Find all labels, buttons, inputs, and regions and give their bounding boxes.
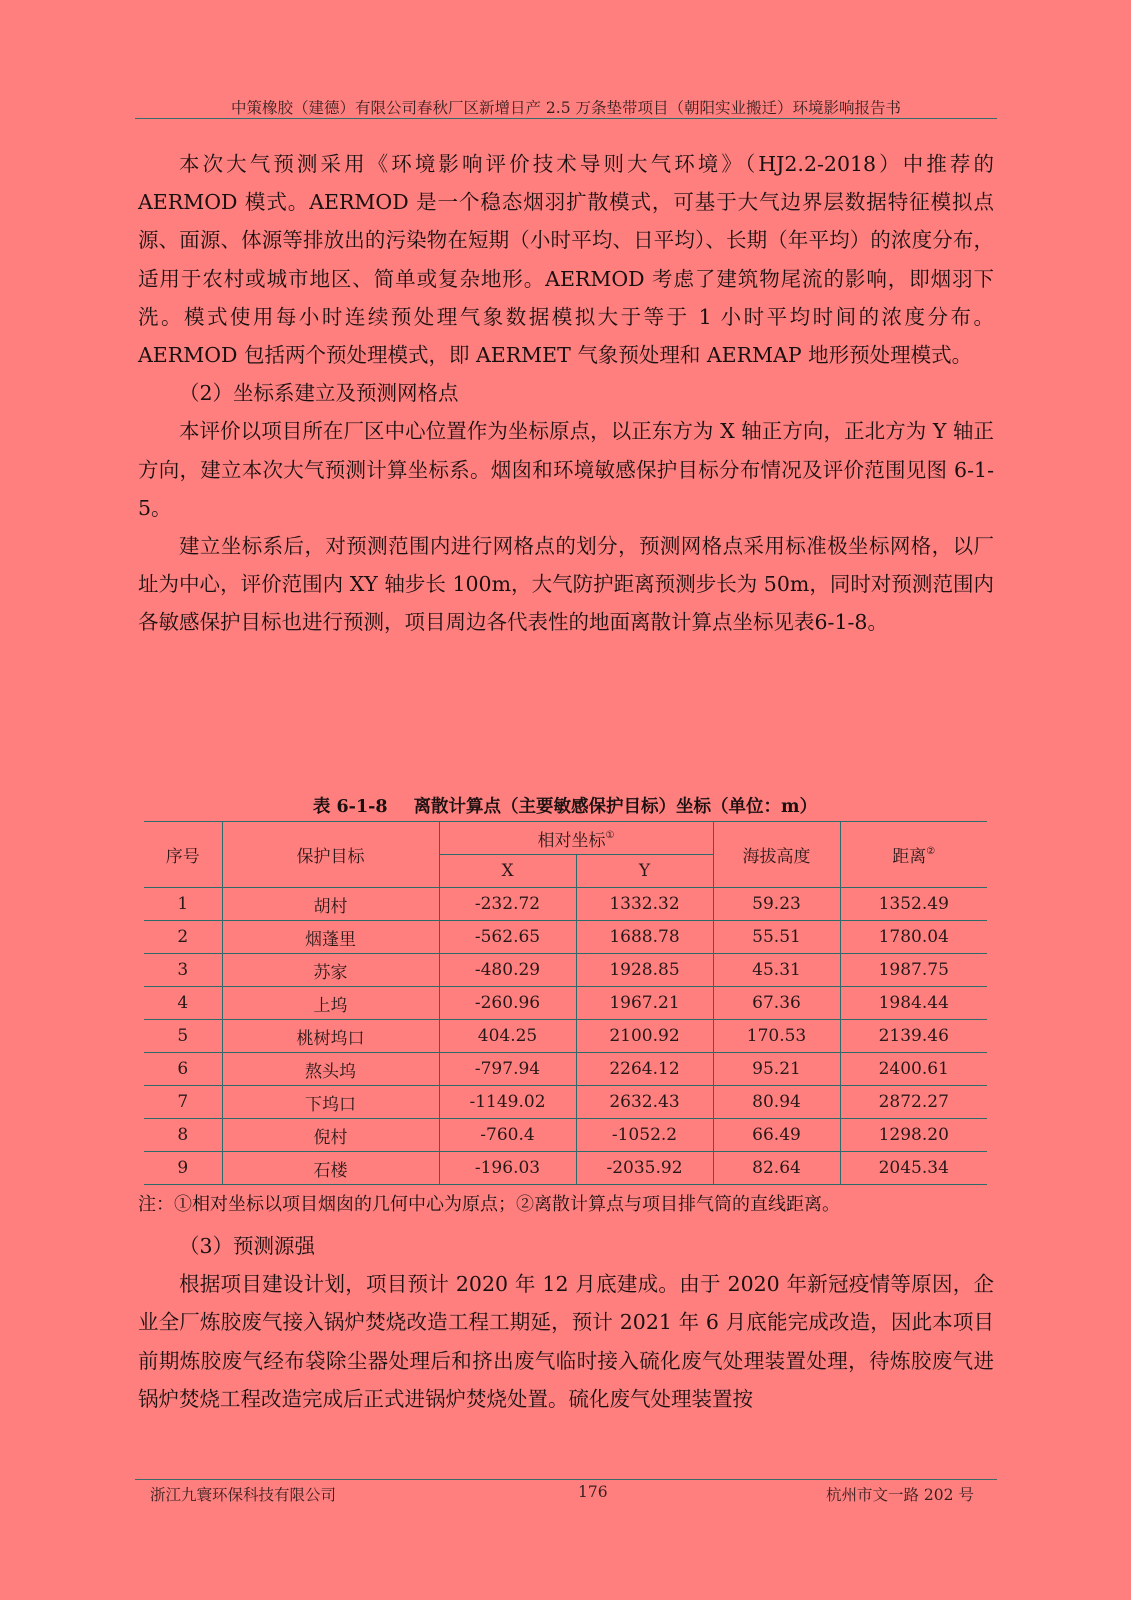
table-cell: 67.36 — [713, 987, 840, 1020]
table-row — [144, 1053, 987, 1086]
table-cell: 5 — [144, 1020, 222, 1053]
table-cell: 1780.04 — [840, 921, 987, 954]
table-note: 注：①相对坐标以项目烟囱的几何中心为原点；②离散计算点与项目排气筒的直线距离。 — [138, 1194, 840, 1215]
table-cell: 1967.21 — [576, 987, 713, 1020]
table-title: 离散计算点（主要敏感保护目标）坐标（单位：m） — [413, 797, 818, 817]
header-index: 序号 — [144, 822, 222, 888]
paragraph-aermod: 本次大气预测采用《环境影响评价技术导则大气环境》（HJ2.2-2018）中推荐的AERMOD 模式。AERMOD 是一个稳态烟羽扩散模式，可基于大气边界层数据特征模拟点源、面源、体源等排放出的污染物在短期（小时平均、日平均）、长期（年平均）的浓度分布，适用于农村或城市地区、简单或复杂地形。AERMOD 考虑了建筑物尾流的影响，即烟羽下洗。模式使用每小时连续预处理气象数据模拟大于等于 1 小时平均时间的浓度分布。AERMOD 包括两个预处理模式，即 AERMET 气象预处理和 AERMAP 地形预处理模式。 — [138, 152, 994, 368]
table-cell: -760.4 — [439, 1119, 576, 1152]
table-cell: 2139.46 — [840, 1020, 987, 1053]
table-cell: 6 — [144, 1053, 222, 1086]
table-cell: 55.51 — [713, 921, 840, 954]
paragraph-coordinate-system: 本评价以项目所在厂区中心位置作为坐标原点，以正东方为 X 轴正方向，正北方为 Y 轴正方向，建立本次大气预测计算坐标系。烟囱和环境敏感保护目标分布情况及评价范围见图 6-1-5。 — [138, 419, 994, 520]
discrete-points-table — [144, 821, 987, 1185]
page-number: 176 — [578, 1483, 608, 1501]
table-cell: 66.49 — [713, 1119, 840, 1152]
table-cell: -480.29 — [439, 954, 576, 987]
page-header: 中策橡胶（建德）有限公司春秋厂区新增日产 2.5 万条垫带项目（朝阳实业搬迁）环境影响报告书 — [230, 99, 901, 117]
table-cell: 1984.44 — [840, 987, 987, 1020]
table-cell: 烟蓬里 — [222, 921, 439, 954]
table-row — [144, 888, 987, 921]
table-cell: -1052.2 — [576, 1119, 713, 1152]
table-row — [144, 921, 987, 954]
paragraph-construction-plan: 根据项目建设计划，项目预计 2020 年 12 月底建成。由于 2020 年新冠疫情等原因，企业全厂炼胶废气接入锅炉焚烧改造工程工期延，预计 2021 年 6 月底能完成改造，因此本项目前期炼胶废气经布袋除尘器处理后和挤出废气临时接入硫化废气处理装置处理，待炼胶废气进锅炉焚烧工程改造完成后正式进锅炉焚烧处置。硫化废气处理装置按 — [138, 1272, 994, 1411]
footer-company: 浙江九寰环保科技有限公司 — [150, 1486, 337, 1504]
table-cell: 95.21 — [713, 1053, 840, 1086]
table-cell: 45.31 — [713, 954, 840, 987]
table-cell: -797.94 — [439, 1053, 576, 1086]
table-cell: -196.03 — [439, 1152, 576, 1185]
table-cell: -562.65 — [439, 921, 576, 954]
footnote-mark-1: ① — [605, 829, 615, 841]
table-cell: 2400.61 — [840, 1053, 987, 1086]
footnote-mark-2: ② — [926, 846, 936, 857]
footer-rule — [135, 1479, 997, 1480]
header-target: 保护目标 — [222, 822, 439, 888]
paragraph-grid-points: 建立坐标系后，对预测范围内进行网格点的划分，预测网格点采用标准极坐标网格，以厂址为中心，评价范围内 XY 轴步长 100m，大气防护距离预测步长为 50m，同时对预测范围内各敏感保护目标也进行预测，项目周边各代表性的地面离散计算点坐标见表6-1-8。 — [138, 534, 994, 635]
section-heading-coordinate-system: （2）坐标系建立及预测网格点 — [179, 381, 459, 406]
header-y: Y — [576, 855, 713, 888]
table-cell: 80.94 — [713, 1086, 840, 1119]
table-cell: 2264.12 — [576, 1053, 713, 1086]
table-row — [144, 1119, 987, 1152]
header-relative-coords — [439, 822, 713, 855]
table-cell: 9 — [144, 1152, 222, 1185]
table-cell: 1688.78 — [576, 921, 713, 954]
table-cell: 1298.20 — [840, 1119, 987, 1152]
table-cell: 1352.49 — [840, 888, 987, 921]
table-caption — [140, 793, 990, 818]
table-cell: 1987.75 — [840, 954, 987, 987]
table-cell: 59.23 — [713, 888, 840, 921]
table-cell: 倪村 — [222, 1119, 439, 1152]
section-heading-source-strength: （3）预测源强 — [179, 1234, 316, 1258]
table-cell: 桃树坞口 — [222, 1020, 439, 1053]
table-cell: 8 — [144, 1119, 222, 1152]
table-cell: 82.64 — [713, 1152, 840, 1185]
table-cell: 4 — [144, 987, 222, 1020]
footer-address: 杭州市文一路 202 号 — [826, 1486, 974, 1504]
table-cell: -232.72 — [439, 888, 576, 921]
table-cell: 2632.43 — [576, 1086, 713, 1119]
table-cell: 胡村 — [222, 888, 439, 921]
table-cell: 苏家 — [222, 954, 439, 987]
header-x: X — [439, 855, 576, 888]
table-cell: 熬头坞 — [222, 1053, 439, 1086]
table-cell: 7 — [144, 1086, 222, 1119]
table-row — [144, 954, 987, 987]
header-relative-label: 相对坐标 — [537, 830, 606, 851]
table-row — [144, 1152, 987, 1185]
table-cell: 2 — [144, 921, 222, 954]
header-rule — [135, 118, 997, 119]
table-cell: 1 — [144, 888, 222, 921]
table-cell: 2100.92 — [576, 1020, 713, 1053]
table-cell: 2045.34 — [840, 1152, 987, 1185]
header-elevation: 海拔高度 — [713, 822, 840, 888]
table-cell: 1928.85 — [576, 954, 713, 987]
table-cell: 170.53 — [713, 1020, 840, 1053]
table-row — [144, 1086, 987, 1119]
table-cell: 3 — [144, 954, 222, 987]
header-distance — [840, 822, 987, 888]
table-row — [144, 1020, 987, 1053]
table-cell: 石楼 — [222, 1152, 439, 1185]
table-number: 表 6-1-8 — [312, 797, 388, 817]
table-cell: -260.96 — [439, 987, 576, 1020]
table-row — [144, 987, 987, 1020]
table-cell: 404.25 — [439, 1020, 576, 1053]
body-section-1 — [138, 145, 994, 642]
header-distance-label: 距离 — [892, 847, 927, 867]
table-cell: 2872.27 — [840, 1086, 987, 1119]
table-cell: -1149.02 — [439, 1086, 576, 1119]
body-section-2 — [138, 1227, 994, 1418]
table-cell: 1332.32 — [576, 888, 713, 921]
table-cell: 上坞 — [222, 987, 439, 1020]
table-cell: 下坞口 — [222, 1086, 439, 1119]
table-cell: -2035.92 — [576, 1152, 713, 1185]
